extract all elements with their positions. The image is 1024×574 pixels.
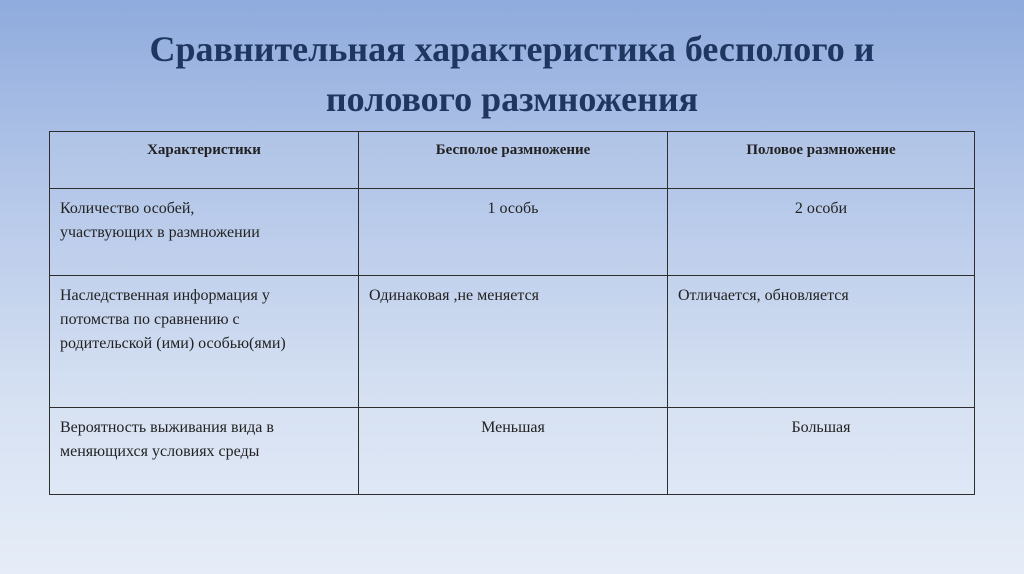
row-characteristic bbox=[50, 408, 359, 495]
asexual-cell: 1 особь bbox=[359, 189, 668, 276]
asexual-cell: Меньшая bbox=[359, 408, 668, 495]
header-asexual: Бесполое размножение bbox=[359, 132, 668, 189]
slide-title bbox=[60, 24, 964, 124]
sexual-cell: Большая bbox=[668, 408, 975, 495]
slide-title-line-2: полового размножения bbox=[325, 79, 699, 119]
header-sexual: Половое размножение bbox=[668, 132, 975, 189]
table-header-row bbox=[50, 132, 975, 189]
characteristic-line: Вероятность выживания вида в bbox=[60, 419, 274, 436]
row-characteristic bbox=[50, 276, 359, 408]
asexual-cell: Одинаковая ,не меняется bbox=[359, 276, 668, 408]
characteristic-line: участвующих в размножении bbox=[60, 224, 260, 241]
characteristic-line: Наследственная информация у bbox=[60, 287, 270, 304]
row-characteristic bbox=[50, 189, 359, 276]
characteristic-line: меняющихся условиях среды bbox=[60, 443, 260, 460]
table-row bbox=[50, 276, 975, 408]
table-row bbox=[50, 189, 975, 276]
sexual-cell: Отличается, обновляется bbox=[668, 276, 975, 408]
slide-title-line-1: Сравнительная характеристика бесполого и bbox=[149, 29, 875, 69]
characteristic-line: потомства по сравнению с bbox=[60, 311, 240, 328]
characteristic-line: Количество особей, bbox=[60, 200, 195, 217]
table-row bbox=[50, 408, 975, 495]
header-characteristics: Характеристики bbox=[50, 132, 359, 189]
characteristic-line: родительской (ими) особью(ями) bbox=[60, 335, 286, 352]
comparison-table bbox=[49, 131, 975, 495]
sexual-cell: 2 особи bbox=[668, 189, 975, 276]
